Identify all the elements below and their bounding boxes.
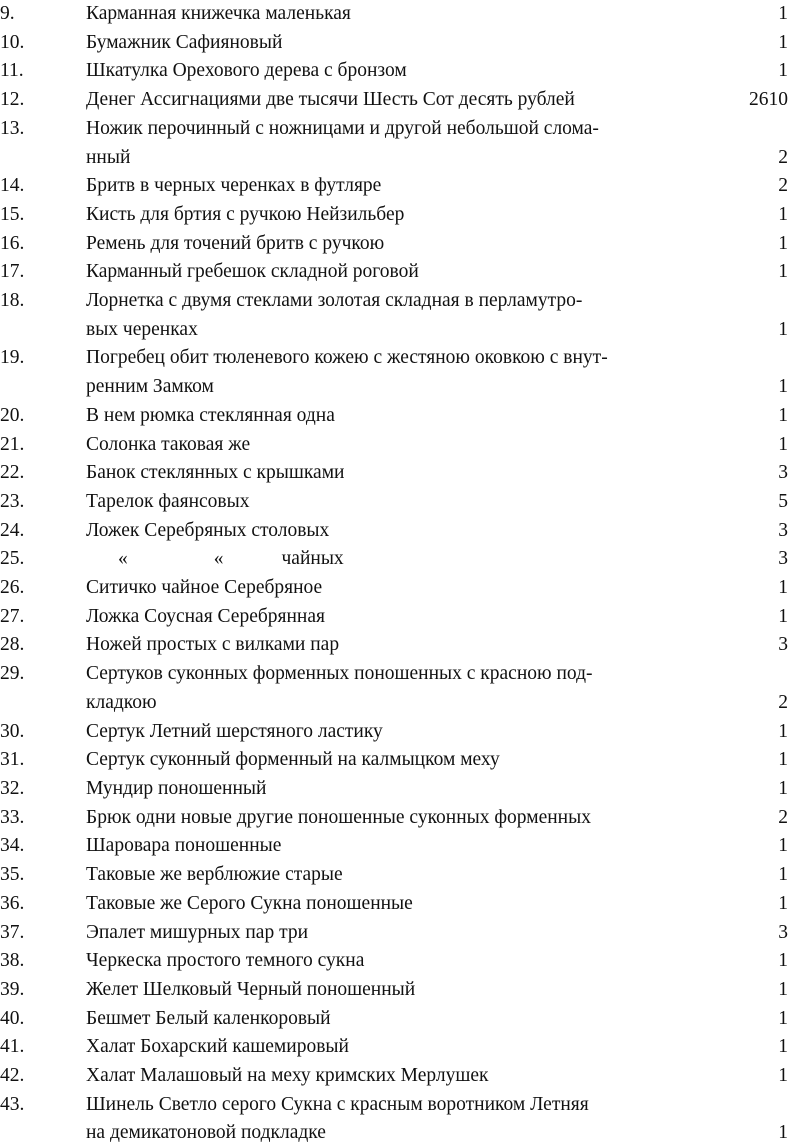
item-description xyxy=(86,545,700,574)
inventory-item xyxy=(0,488,790,517)
inventory-item xyxy=(0,201,790,230)
item-number: 9. xyxy=(0,3,15,24)
item-description-line: Лорнетка с двумя стеклами золотая складная в перламутро- xyxy=(86,290,583,312)
item-quantity: 1 xyxy=(778,864,788,886)
inventory-item xyxy=(0,1005,790,1034)
item-number: 43. xyxy=(0,1093,25,1115)
item-quantity: 2 xyxy=(778,691,788,713)
inventory-item xyxy=(0,86,790,115)
inventory-item xyxy=(0,976,790,1005)
item-description-line: Брюк одни новые другие поношенные суконных форменных xyxy=(86,806,591,828)
inventory-item xyxy=(0,287,790,344)
item-number: 13. xyxy=(0,117,25,139)
item-number: 24. xyxy=(0,519,25,541)
item-description-line: Погребец обит тюленевого кожею с жестяною оковкою с внут- xyxy=(86,347,608,369)
item-quantity: 1 xyxy=(778,720,788,742)
item-quantity: 1 xyxy=(778,3,788,24)
item-number: 15. xyxy=(0,203,25,225)
inventory-item xyxy=(0,230,790,259)
item-number: 35. xyxy=(0,864,25,886)
inventory-item xyxy=(0,718,790,747)
item-description-line: Бритв в черных черенках в футляре xyxy=(86,175,382,197)
item-description-line: Таковые же верблюжие старые xyxy=(86,864,343,886)
item-number: 34. xyxy=(0,835,25,857)
inventory-item xyxy=(0,29,790,58)
item-quantity: 2610 xyxy=(749,89,788,111)
item-quantity: 1 xyxy=(778,978,788,1000)
item-number: 40. xyxy=(0,1007,25,1029)
item-number: 11. xyxy=(0,60,24,82)
ditto-mark: « xyxy=(213,548,224,570)
item-description-line: Бумажник Сафияновый xyxy=(86,31,283,53)
item-number: 33. xyxy=(0,806,25,828)
inventory-item xyxy=(0,660,790,717)
inventory-item xyxy=(0,459,790,488)
item-quantity: 1 xyxy=(778,1065,788,1087)
item-quantity: 1 xyxy=(778,1036,788,1058)
item-description-line: на демикатоновой подкладке xyxy=(86,1122,326,1144)
item-description-line: Шинель Светло серого Сукна с красным воротником Летняя xyxy=(86,1093,589,1115)
inventory-item xyxy=(0,258,790,287)
item-number: 28. xyxy=(0,634,25,656)
item-description-line: Шкатулка Орехового дерева с бронзом xyxy=(86,60,407,82)
inventory-item xyxy=(0,1033,790,1062)
inventory-item xyxy=(0,890,790,919)
item-quantity: 3 xyxy=(778,519,788,541)
inventory-item xyxy=(0,603,790,632)
item-description-line: Ситичко чайное Серебряное xyxy=(86,577,323,599)
item-quantity: 1 xyxy=(778,261,788,283)
item-number: 25. xyxy=(0,548,25,570)
inventory-item xyxy=(0,861,790,890)
item-description-line: вых черенках xyxy=(86,318,198,340)
item-number: 19. xyxy=(0,347,25,369)
item-number: 10. xyxy=(0,31,25,53)
item-number: 37. xyxy=(0,921,25,943)
item-description-line: Черкеска простого темного сукна xyxy=(86,950,365,972)
item-description-line: Ножик перочинный с ножницами и другой небольшой слома- xyxy=(86,117,599,139)
item-quantity: 1 xyxy=(778,950,788,972)
item-description-line: Бешмет Белый каленкоровый xyxy=(86,1007,331,1029)
inventory-item xyxy=(0,775,790,804)
item-description-line: Сертуков суконных форменных поношенных с красною под- xyxy=(86,663,593,685)
item-description-line: Ложек Серебряных столовых xyxy=(86,519,330,541)
inventory-item xyxy=(0,115,790,172)
inventory-item xyxy=(0,517,790,546)
item-description-line: Карманный гребешок складной роговой xyxy=(86,261,419,283)
item-description-line: Халат Малашовый на меху кримских Мерлушек xyxy=(86,1065,489,1087)
item-number: 38. xyxy=(0,950,25,972)
item-description-line: Халат Бохарский кашемировый xyxy=(86,1036,349,1058)
item-number: 12. xyxy=(0,89,25,111)
item-number: 30. xyxy=(0,720,25,742)
inventory-item xyxy=(0,919,790,948)
item-description-line: Сертук Летний шерстяного ластику xyxy=(86,720,383,742)
item-quantity: 1 xyxy=(778,60,788,82)
item-number: 42. xyxy=(0,1065,25,1087)
item-quantity: 1 xyxy=(778,318,788,340)
item-description-line: Шаровара поношенные xyxy=(86,835,282,857)
item-description-line: кладкою xyxy=(86,691,157,713)
item-description-line: Ножей простых с вилками пар xyxy=(86,634,340,656)
inventory-item xyxy=(0,631,790,660)
inventory-item xyxy=(0,947,790,976)
item-number: 27. xyxy=(0,605,25,627)
item-quantity: 1 xyxy=(778,404,788,426)
item-description-line: Банок стеклянных с крышками xyxy=(86,462,345,484)
item-quantity: 1 xyxy=(778,605,788,627)
item-quantity: 1 xyxy=(778,777,788,799)
item-description-line: нный xyxy=(86,146,131,168)
item-number: 39. xyxy=(0,978,25,1000)
item-number: 26. xyxy=(0,577,25,599)
item-description-line: Тарелок фаянсовых xyxy=(86,490,250,512)
item-description-line: В нем рюмка стеклянная одна xyxy=(86,404,335,426)
item-number: 22. xyxy=(0,462,25,484)
item-description-text: чайных xyxy=(281,548,344,570)
item-description-line: ренним Замком xyxy=(86,376,214,398)
item-quantity: 3 xyxy=(778,548,788,570)
item-quantity: 3 xyxy=(778,462,788,484)
inventory-item xyxy=(0,0,790,29)
inventory-item xyxy=(0,344,790,401)
inventory-item xyxy=(0,1062,790,1091)
item-description-line: Денег Ассигнациями две тысячи Шесть Сот десять рублей xyxy=(86,89,575,111)
item-number: 18. xyxy=(0,290,25,312)
item-description-line: Кисть для бртия с ручкою Нейзильбер xyxy=(86,203,405,225)
inventory-item xyxy=(0,574,790,603)
item-quantity: 2 xyxy=(778,806,788,828)
inventory-item xyxy=(0,1091,790,1148)
item-quantity: 3 xyxy=(778,921,788,943)
item-number: 32. xyxy=(0,777,25,799)
item-quantity: 1 xyxy=(778,433,788,455)
item-number: 16. xyxy=(0,232,25,254)
inventory-item xyxy=(0,545,790,574)
item-number: 41. xyxy=(0,1036,25,1058)
item-number: 14. xyxy=(0,175,25,197)
item-quantity: 1 xyxy=(778,31,788,53)
item-description-line: Карманная книжечка маленькая xyxy=(86,3,351,24)
item-description-line: Таковые же Серого Сукна поношенные xyxy=(86,892,413,914)
item-description-line: Мундир поношенный xyxy=(86,777,267,799)
inventory-item xyxy=(0,431,790,460)
item-description-line: Солонка таковая же xyxy=(86,433,251,455)
inventory-item xyxy=(0,832,790,861)
item-number: 20. xyxy=(0,404,25,426)
item-number: 21. xyxy=(0,433,25,455)
item-number: 36. xyxy=(0,892,25,914)
item-quantity: 5 xyxy=(778,490,788,512)
item-quantity: 1 xyxy=(778,892,788,914)
item-quantity: 1 xyxy=(778,749,788,771)
item-number: 29. xyxy=(0,663,25,685)
item-quantity: 1 xyxy=(778,232,788,254)
item-quantity: 2 xyxy=(778,146,788,168)
item-description-line: Ложка Соусная Серебрянная xyxy=(86,605,325,627)
item-quantity: 1 xyxy=(778,835,788,857)
item-quantity: 2 xyxy=(778,175,788,197)
item-quantity: 1 xyxy=(778,376,788,398)
inventory-item xyxy=(0,172,790,201)
item-description-line: Сертук суконный форменный на калмыцком меху xyxy=(86,749,500,771)
ditto-mark: « xyxy=(118,548,128,570)
inventory-item xyxy=(0,746,790,775)
item-quantity: 3 xyxy=(778,634,788,656)
item-quantity: 1 xyxy=(778,1122,788,1144)
item-quantity: 1 xyxy=(778,1007,788,1029)
inventory-item xyxy=(0,402,790,431)
item-number: 31. xyxy=(0,749,25,771)
item-quantity: 1 xyxy=(778,203,788,225)
inventory-item xyxy=(0,804,790,833)
item-quantity: 1 xyxy=(778,577,788,599)
item-number: 23. xyxy=(0,490,25,512)
item-number: 17. xyxy=(0,261,25,283)
inventory-item xyxy=(0,57,790,86)
item-description-line: Ремень для точений бритв с ручкою xyxy=(86,232,385,254)
item-description-line: Желет Шелковый Черный поношенный xyxy=(86,978,416,1000)
item-description-line: Эпалет мишурных пар три xyxy=(86,921,309,943)
